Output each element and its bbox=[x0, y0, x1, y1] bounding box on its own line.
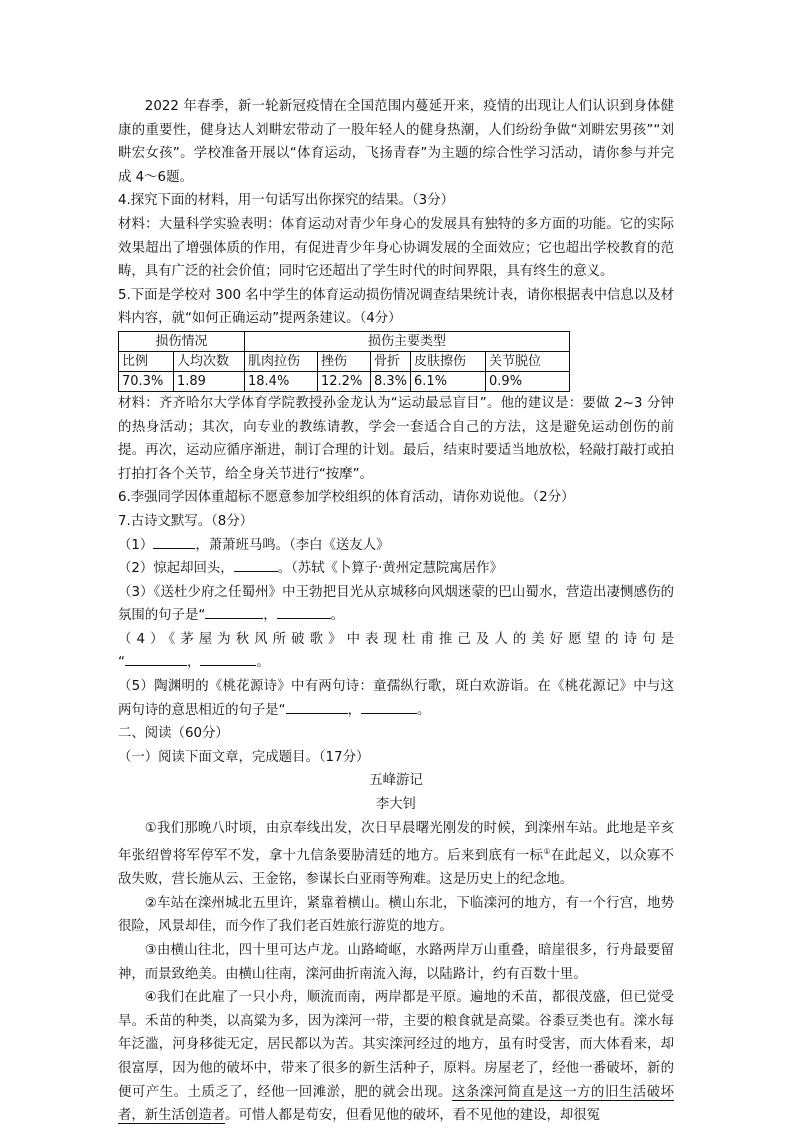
poem-item-5-text: （5）陶渊明的《桃花源诗》中有两句诗：童孺纵行歌，斑白欢游诣。在《桃花源记》中与这两句诗的意思相近的句子是“ bbox=[118, 679, 674, 718]
answer-blank[interactable] bbox=[277, 604, 331, 619]
paragraph-4-text-b: 。可惜人都是苟安，但看见他的破坏，看不见他的建设，却很冤 bbox=[225, 1108, 601, 1124]
period: 。 bbox=[330, 608, 345, 624]
table-cell: 肌肉拉伤 bbox=[245, 351, 318, 371]
intro-paragraph: 2022 年春季，新一轮新冠疫情在全国范围内蔓延开来，疫情的出现让人们认识到身体健康的重要性，健身达人刘畊宏带动了一股年轻人的健身热潮，人们纷纷争做“刘畊宏男孩”“刘畊宏女孩”。学校准备开展以“体育运动，飞扬青春”为主题的综合性学习活动，请你参与并完成 4～6题。 bbox=[118, 99, 674, 185]
poem-item-3 bbox=[118, 581, 674, 628]
comma: ， bbox=[263, 608, 277, 624]
table-cell: 18.4% bbox=[245, 371, 318, 391]
article-paragraph-2: ②车站在滦州城北五里许，紧靠着横山。横山东北，下临滦河的地方，有一个行宫，地势很险，风景却佳，而今作了我们老百姓旅行游览的地方。 bbox=[118, 895, 674, 935]
table-cell: 12.2% bbox=[318, 371, 371, 391]
poem-item-4-answer bbox=[118, 651, 674, 675]
poem-item-1-prefix: （1） bbox=[118, 537, 154, 553]
question-5: 5.下面是学校对 300 名中学生的体育运动损伤情况调查结果统计表，请你根据表中信息以及材料内容，就“如何正确运动”提两条建议。（4分） bbox=[118, 287, 674, 327]
poem-item-1 bbox=[118, 534, 674, 558]
table-cell: 比例 bbox=[119, 351, 174, 371]
table-cell: 6.1% bbox=[411, 371, 486, 391]
poem-item-3-text: （3）《送杜少府之任蜀州》中王勃把目光从京城移向风烟迷蒙的巴山蜀水，营造出凄恻感伤的氛围的句子是“ bbox=[118, 584, 674, 624]
underlined-sentence: 这条滦河简直是这一方的旧生活破坏者，新生活创造者 bbox=[118, 1084, 675, 1124]
poem-item-2 bbox=[118, 557, 674, 581]
table-row bbox=[119, 371, 570, 391]
table-cell: 关节脱位 bbox=[486, 351, 570, 371]
poem-item-1-suffix: ，萧萧班马鸣。（李白《送友人》 bbox=[195, 537, 390, 553]
answer-blank[interactable] bbox=[361, 699, 417, 714]
paragraph-1-text-a: ①我们那晚八时顷，由京奉线出发，次日早晨曙光刚发的时候，到滦州车站。此地是辛亥年张绍曾将军停军不发，拿十九信条要胁清廷的地方。后来到底有一标 bbox=[118, 820, 674, 864]
table-cell: 骨折 bbox=[371, 351, 411, 371]
exam-page bbox=[118, 95, 674, 1128]
question-7: 7.古诗文默写。（8分） bbox=[118, 513, 254, 529]
material-1: 材料：大量科学实验表明：体育运动对青少年身心的发展具有独特的多方面的功能。它的实际效果超出了增强体质的作用，有促进青少年身心协调发展的全面效应；它也超出学校教育的范畴，具有广泛的社会价值；同时它还超出了学生时代的时间界限，具有终生的意义。 bbox=[118, 216, 674, 280]
table-cell: 0.9% bbox=[486, 371, 570, 391]
article-author: 李大钊 bbox=[375, 797, 417, 813]
answer-blank[interactable] bbox=[234, 557, 278, 572]
poem-item-2-suffix: 。（苏轼《卜算子·黄州定慧院寓居作》 bbox=[277, 561, 503, 577]
poem-item-2-prefix: （2）惊起却回头， bbox=[118, 561, 234, 577]
table-cell: 人均次数 bbox=[174, 351, 245, 371]
article-title: 五峰游记 bbox=[369, 773, 423, 789]
article-paragraph-4 bbox=[118, 986, 674, 1128]
answer-blank[interactable] bbox=[286, 699, 348, 714]
poem-item-4: （4）《茅屋为秋风所破歌》中表现杜甫推己及人的美好愿望的诗句是 bbox=[118, 631, 674, 647]
footnote-marker: ① bbox=[543, 847, 551, 857]
quote-open: “ bbox=[118, 655, 125, 671]
table-header-injury-status: 损伤情况 bbox=[119, 331, 245, 351]
section-2-heading: 二、阅读（60分） bbox=[118, 726, 229, 742]
table-header-row bbox=[119, 331, 570, 351]
paragraph-1-text-b: 在此起义，以众寡不敌失败，营长施从云、王金铭，参谋长白亚雨等殉难。这是历史上的纪念地。 bbox=[118, 848, 675, 888]
table-cell: 皮肤擦伤 bbox=[411, 351, 486, 371]
comma: ， bbox=[186, 655, 201, 671]
answer-blank[interactable] bbox=[200, 651, 256, 666]
section-2-1-heading: （一）阅读下面文章，完成题目。（17分） bbox=[118, 749, 370, 765]
question-6: 6.李强同学因体重超标不愿意参加学校组织的体育活动，请你劝说他。（2分） bbox=[118, 490, 575, 506]
poem-item-5 bbox=[118, 675, 674, 722]
table-cell: 1.89 bbox=[174, 371, 245, 391]
table-cell: 70.3% bbox=[119, 371, 174, 391]
article-paragraph-3: ③由横山往北，四十里可达卢龙。山路崎岖，水路两岸万山重叠，暗崖很多，行舟最要留神，而景致绝美。由横山往南，滦河曲折南流入海，以陆路计，约有百数十里。 bbox=[118, 943, 674, 982]
answer-blank[interactable] bbox=[205, 604, 263, 619]
article-paragraph-1 bbox=[118, 817, 674, 892]
answer-blank[interactable] bbox=[125, 651, 187, 666]
table-cell: 8.3% bbox=[371, 371, 411, 391]
injury-statistics-table bbox=[118, 331, 570, 392]
paragraph-4-text-a: ④我们在此雇了一只小舟，顺流而南，两岸都是平原。遍地的禾苗，都很茂盛，但已觉受旱。禾苗的种类，以高粱为多，因为滦河一带，主要的粮食就是高粱。谷黍豆类也有。滦水每年泛滥，河身移徙无定，居民都以为苦。其实滦河经过的地方，虽有时受害，而大体看来，却很富厚，因为他的破坏中，带来了很多的新生活种子，原料。房屋老了，经他一番破坏，新的便可产生。土质乏了，经他一回滩淤，肥的就会出现。 bbox=[118, 990, 674, 1100]
period: 。 bbox=[417, 702, 431, 718]
period: 。 bbox=[256, 655, 270, 671]
comma: ， bbox=[347, 702, 362, 718]
answer-blank[interactable] bbox=[153, 534, 195, 549]
material-2: 材料：齐齐哈尔大学体育学院教授孙金龙认为“运动最忌盲目”。他的建议是：要做 2~3 分钟的热身活动；其次，向专业的教练请教，学会一套适合自己的方法，这是避免运动创伤的前提。再次，运动应循序渐进，制订合理的计划。最后，结束时要适当地放松，轻敲打敲打或拍打拍打各个关节，给全身关节进行“按摩”。 bbox=[118, 395, 674, 482]
question-4: 4.探究下面的材料，用一句话写出你探究的结果。（3分） bbox=[118, 193, 454, 209]
table-cell: 挫伤 bbox=[318, 351, 371, 371]
table-row bbox=[119, 351, 570, 371]
table-header-injury-types: 损伤主要类型 bbox=[245, 331, 570, 351]
